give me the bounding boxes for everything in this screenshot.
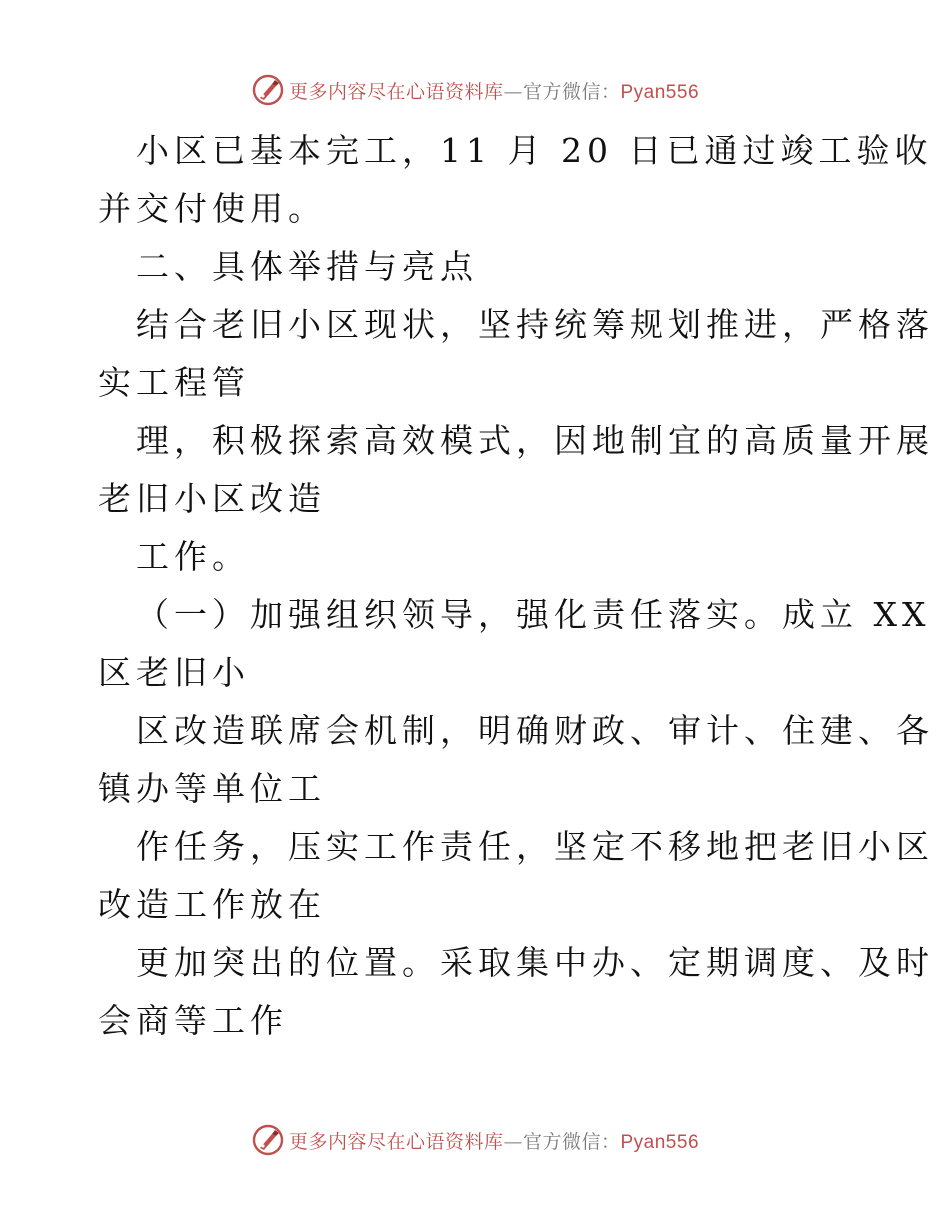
- body-line: 更加突出的位置。采取集中办、定期调度、及时: [136, 943, 934, 982]
- header-wechat-label: 官方微信：: [522, 80, 621, 103]
- body-line: 理，积极探索高效模式，因地制宜的高质量开展: [136, 421, 934, 460]
- header-wechat-id: Pyan556: [620, 81, 700, 103]
- body-line: 改造工作放在: [98, 885, 326, 924]
- body-line: 作任务，压实工作责任，坚定不移地把老旧小区: [136, 827, 934, 866]
- pen-nib-logo-icon: [251, 73, 285, 107]
- document-body: [98, 122, 934, 1050]
- subsection-heading: （一）加强组织领导，强化责任落实。成立 XX: [136, 595, 931, 634]
- body-line: 小区已基本完工，11 月 20 日已通过竣工验收: [136, 131, 933, 170]
- body-line: 镇办等单位工: [98, 769, 326, 808]
- body-line: 区改造联席会机制，明确财政、审计、住建、各: [136, 711, 934, 750]
- body-line: 工作。: [136, 537, 250, 576]
- header-separator: —: [503, 80, 523, 103]
- footer-wechat-label: 官方微信：: [522, 1130, 621, 1153]
- header-watermark: [0, 70, 950, 110]
- section-heading: 二、具体举措与亮点: [136, 247, 478, 286]
- body-line: 实工程管: [98, 363, 250, 402]
- footer-promo-text: 更多内容尽在心语资料库: [288, 1130, 504, 1153]
- pen-nib-logo-icon: [251, 1123, 285, 1157]
- body-line: 区老旧小: [98, 653, 250, 692]
- body-line: 结合老旧小区现状，坚持统筹规划推进，严格落: [136, 305, 934, 344]
- body-line: 并交付使用。: [98, 189, 326, 228]
- header-watermark-text: [289, 77, 699, 104]
- footer-watermark: [0, 1120, 950, 1160]
- footer-wechat-id: Pyan556: [620, 1131, 700, 1153]
- footer-watermark-text: [289, 1127, 699, 1154]
- footer-separator: —: [503, 1130, 523, 1153]
- body-line: 会商等工作: [98, 1001, 288, 1040]
- header-promo-text: 更多内容尽在心语资料库: [288, 80, 504, 103]
- body-line: 老旧小区改造: [98, 479, 326, 518]
